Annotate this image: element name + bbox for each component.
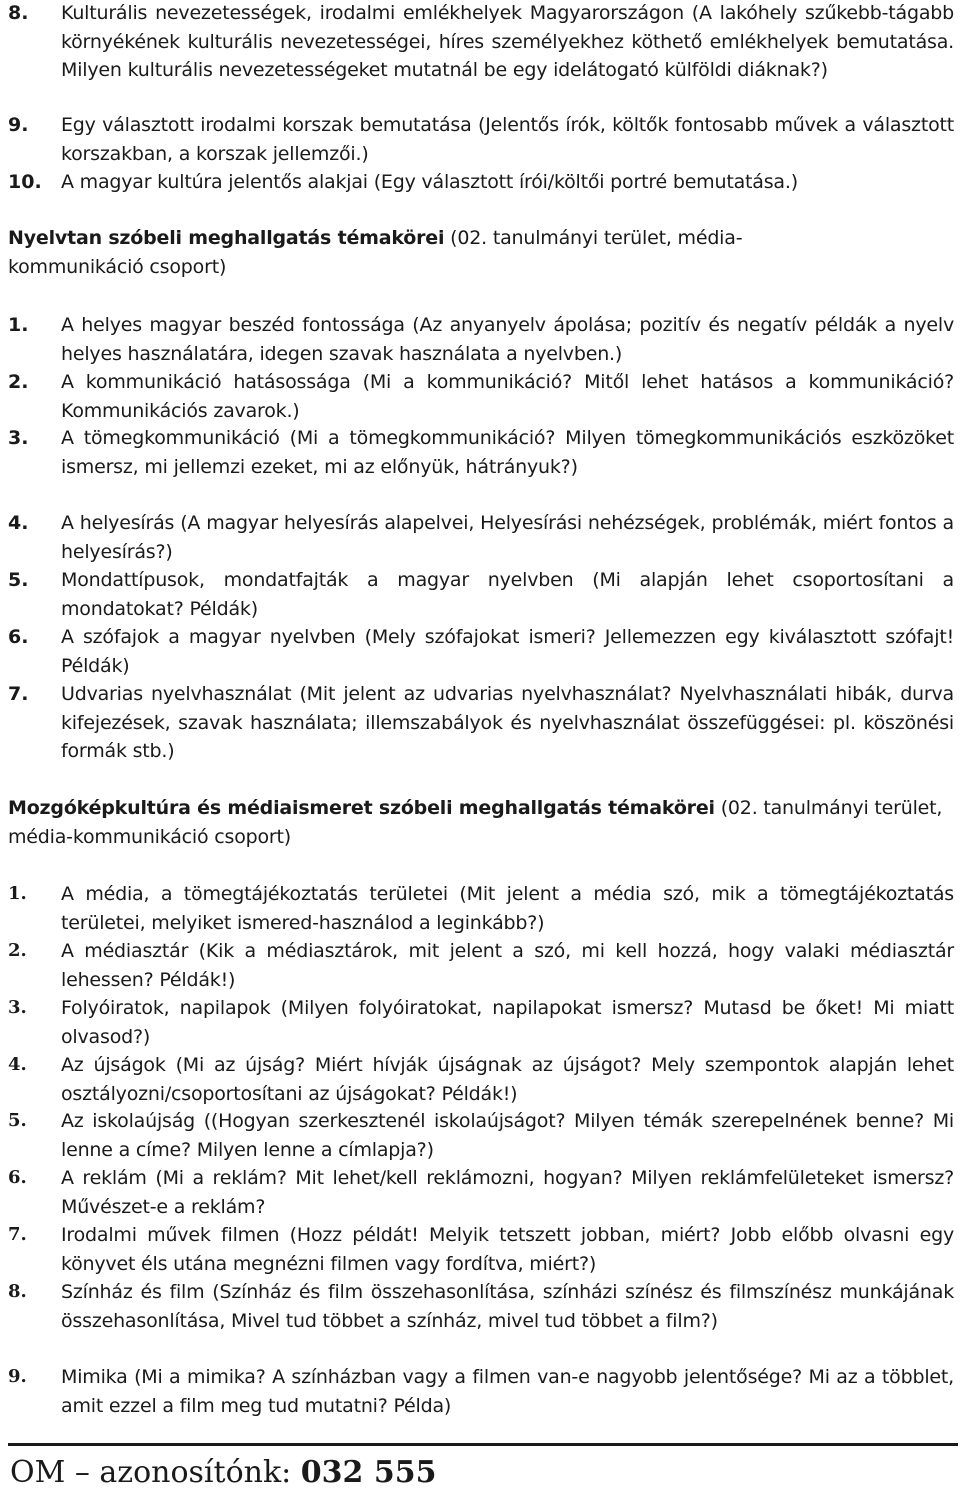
item-text: A szófajok a magyar nyelvben (Mely szófajokat ismeri? Jellemezzen egy kiválasztott szófajt! Példák) <box>61 626 954 677</box>
list-item <box>8 937 954 994</box>
footer-value: 032 555 <box>300 1455 437 1490</box>
item-number: 9. <box>8 1366 27 1387</box>
list-item <box>8 1164 954 1221</box>
list-item <box>8 1363 954 1420</box>
item-text: Folyóiratok, napilapok (Milyen folyóiratokat, napilapokat ismersz? Mutasd be őket! Mi miatt olvasod?) <box>61 997 954 1048</box>
item-text: Irodalmi művek filmen (Hozz példát! Melyik tetszett jobban, miért? Jobb előbb olvasni egy könyvet éls utána megnézni filmen vagy fordítva, miért?) <box>61 1224 954 1275</box>
item-text: A magyar kultúra jelentős alakjai (Egy választott írói/költői portré bemutatása.) <box>61 171 798 193</box>
item-text: Az iskolaújság ((Hogyan szerkesztenél iskolaújságot? Milyen témák szerepelnének benne? Mi lenne a címe? Milyen lenne a címlapja?) <box>61 1110 954 1161</box>
item-number: 3. <box>8 427 29 449</box>
footer-label: OM – azonosítónk: <box>10 1455 301 1490</box>
item-number: 6. <box>8 626 29 648</box>
item-text: A helyesírás (A magyar helyesírás alapelvei, Helyesírási nehézségek, problémák, miért fontos a helyesírás?) <box>61 512 954 563</box>
list-item <box>8 1051 954 1108</box>
item-text: Egy választott irodalmi korszak bemutatása (Jelentős írók, költők fontosabb művek a választott korszakban, a korszak jellemzői.) <box>61 114 954 165</box>
list-item <box>8 509 954 566</box>
list-item <box>8 1278 954 1335</box>
item-number: 5. <box>8 1110 27 1131</box>
item-text: A tömegkommunikáció (Mi a tömegkommunikáció? Milyen tömegkommunikációs eszközöket ismersz, mi jellemzi ezeket, mi az előnyük, hátrányuk?) <box>61 427 954 478</box>
list-item <box>8 880 954 937</box>
item-number: 9. <box>8 114 29 136</box>
item-number: 7. <box>8 1224 27 1245</box>
item-number: 8. <box>8 1281 27 1302</box>
item-number: 2. <box>8 940 27 961</box>
item-number: 4. <box>8 1054 27 1075</box>
item-number: 3. <box>8 997 27 1018</box>
list-item <box>8 424 954 481</box>
item-number: 1. <box>8 314 29 336</box>
item-number: 5. <box>8 569 29 591</box>
list-item <box>8 1221 954 1278</box>
list-item <box>8 994 954 1051</box>
item-text: Kulturális nevezetességek, irodalmi emlékhelyek Magyarországon (A lakóhely szűkebb-tágabb környékének kulturális nevezetességei, híres személyekhez köthető emlékhelyek bemutatása. Milyen kulturális nevezetességeket mutatnál be egy idelátogató külföldi diáknak?) <box>61 2 954 81</box>
list-item <box>8 111 954 168</box>
item-number: 10. <box>8 171 42 193</box>
item-number: 8. <box>8 2 29 24</box>
section-title-rest: (02. tanulmányi terület, média-kommunikáció csoport) <box>8 797 943 848</box>
item-text: Udvarias nyelvhasználat (Mit jelent az udvarias nyelvhasználat? Nyelvhasználati hibák, durva kifejezések, szavak használata; illemszabályok és nyelvhasználat összefüggései: pl. köszönési formák stb.) <box>61 683 954 762</box>
item-number: 2. <box>8 371 29 393</box>
footer-divider <box>8 1443 958 1446</box>
list-item <box>8 311 954 368</box>
item-text: A médiasztár (Kik a médiasztárok, mit jelent a szó, mi kell hozzá, hogy valaki médiasztár lehessen? Példák!) <box>61 940 954 991</box>
list-item <box>8 680 954 766</box>
item-text: A helyes magyar beszéd fontossága (Az anyanyelv ápolása; pozitív és negatív példák a nyelv helyes használatára, idegen szavak használata a nyelvben.) <box>61 314 954 365</box>
section-title-rest: (02. tanulmányi terület, média-kommunikáció csoport) <box>8 227 743 278</box>
list-item <box>8 566 954 623</box>
item-text: A reklám (Mi a reklám? Mit lehet/kell reklámozni, hogyan? Milyen reklámfelületeket ismersz? Művészet-e a reklám? <box>61 1167 954 1218</box>
item-number: 1. <box>8 883 27 904</box>
section-title-bold: Mozgóképkultúra és médiaismeret szóbeli meghallgatás témakörei <box>8 797 715 819</box>
item-text: A kommunikáció hatásossága (Mi a kommunikáció? Mitől lehet hatásos a kommunikáció? Kommunikációs zavarok.) <box>61 371 954 422</box>
list-item <box>8 168 954 197</box>
item-text: Mondattípusok, mondatfajták a magyar nyelvben (Mi alapján lehet csoportosítani a mondatokat? Példák) <box>61 569 954 620</box>
section-heading-mozgokep <box>8 794 954 851</box>
list-item <box>8 623 954 680</box>
item-number: 7. <box>8 683 29 705</box>
list-item <box>8 368 954 425</box>
item-text: Mimika (Mi a mimika? A színházban vagy a filmen van-e nagyobb jelentősége? Mi az a többlet, amit ezzel a film meg tud mutatni? Példa) <box>61 1366 954 1417</box>
list-item <box>8 1107 954 1164</box>
section-title-bold: Nyelvtan szóbeli meghallgatás témakörei <box>8 227 445 249</box>
list-item <box>8 0 954 85</box>
section-heading-nyelvtan <box>8 224 828 281</box>
item-text: A média, a tömegtájékoztatás területei (Mit jelent a média szó, mik a tömegtájékoztatás területei, melyiket ismered-használod a leginkább?) <box>61 883 954 934</box>
footer-om-id <box>10 1455 436 1491</box>
item-number: 4. <box>8 512 29 534</box>
item-text: Az újságok (Mi az újság? Miért hívják újságnak az újságot? Mely szempontok alapján lehet osztályozni/csoportosítani az újságokat? Példák!) <box>61 1054 954 1105</box>
item-number: 6. <box>8 1167 27 1188</box>
item-text: Színház és film (Színház és film összehasonlítása, színházi színész és filmszínész munkájának összehasonlítása, Mivel tud többet a színház, mivel tud többet a film?) <box>61 1281 954 1332</box>
